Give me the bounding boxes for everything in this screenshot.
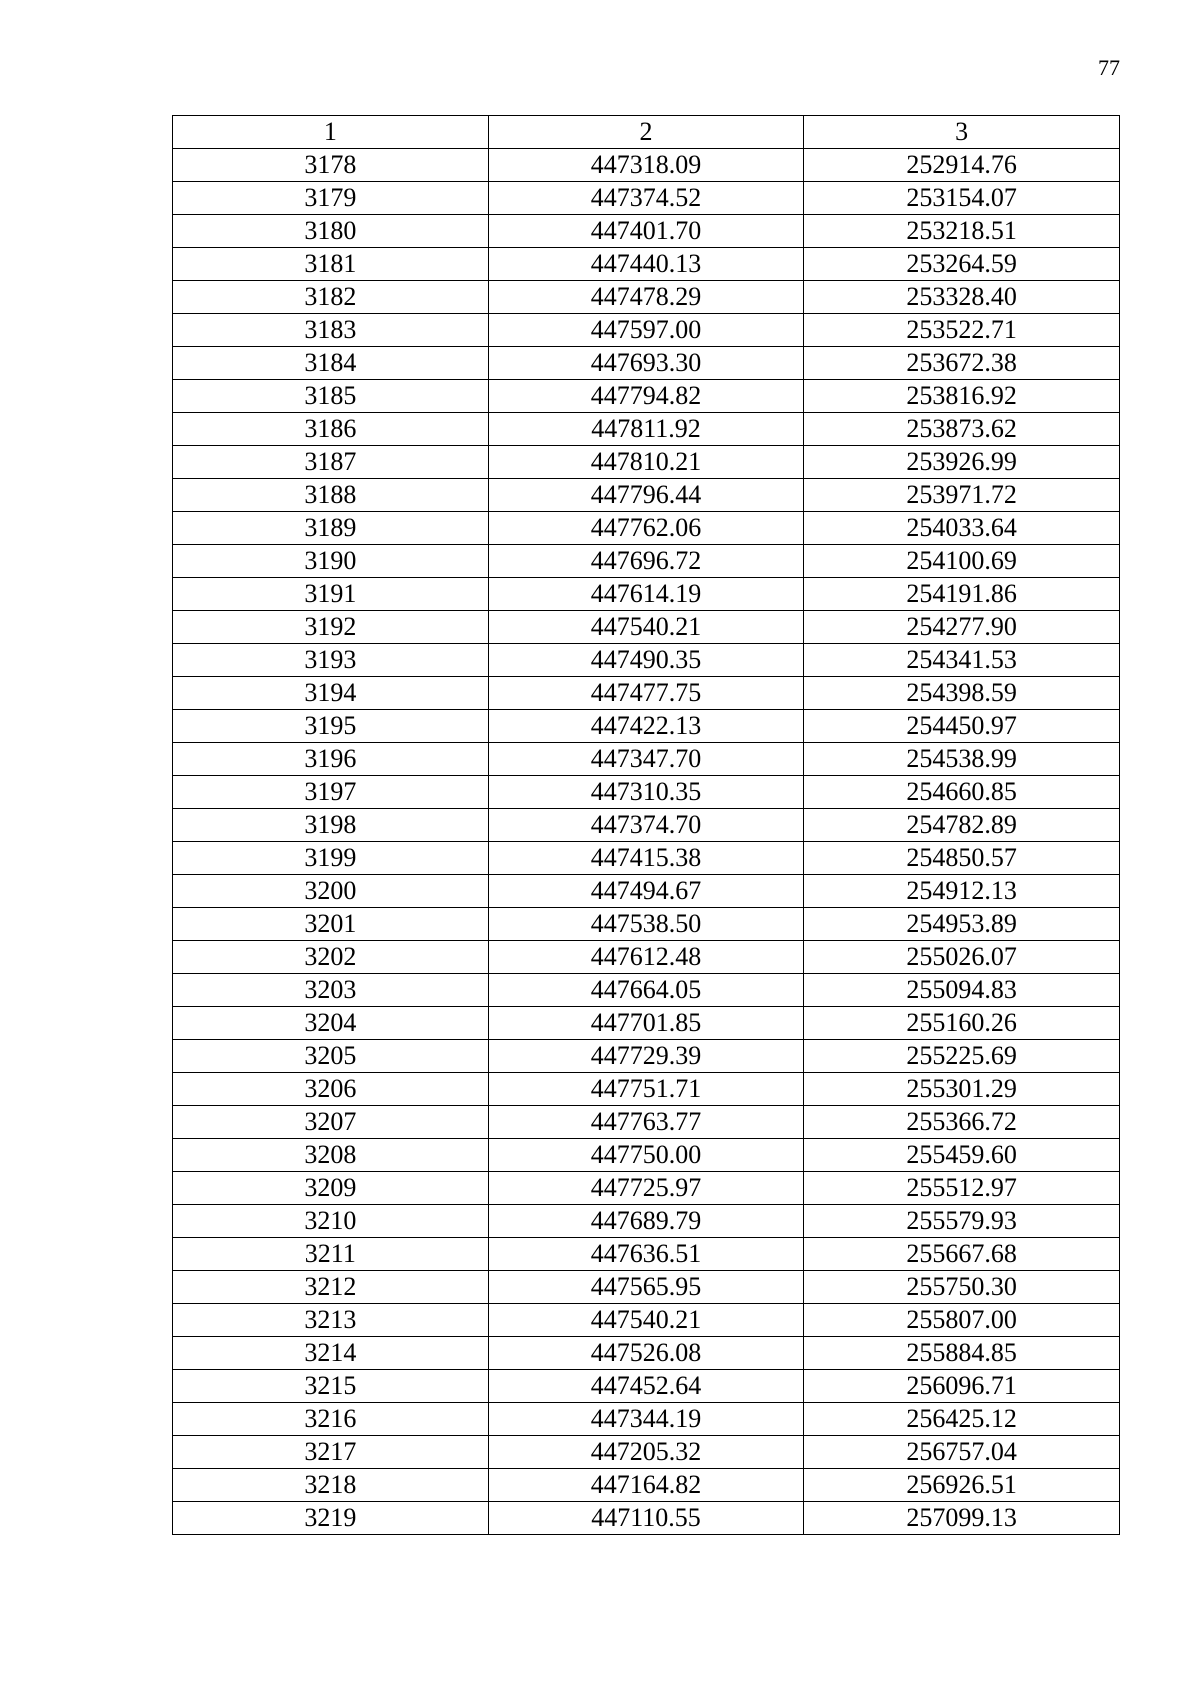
point-number-cell: 3192 [173,611,489,644]
x-coordinate-cell: 447612.48 [488,941,804,974]
point-number-cell: 3194 [173,677,489,710]
x-coordinate-cell: 447750.00 [488,1139,804,1172]
point-number-cell: 3213 [173,1304,489,1337]
point-number-cell: 3193 [173,644,489,677]
y-coordinate-cell: 255667.68 [804,1238,1120,1271]
y-coordinate-cell: 254341.53 [804,644,1120,677]
x-coordinate-cell: 447540.21 [488,611,804,644]
x-coordinate-cell: 447696.72 [488,545,804,578]
y-coordinate-cell: 255807.00 [804,1304,1120,1337]
point-number-cell: 3202 [173,941,489,974]
x-coordinate-cell: 447347.70 [488,743,804,776]
point-number-cell: 3209 [173,1172,489,1205]
point-number-cell: 3199 [173,842,489,875]
y-coordinate-cell: 253264.59 [804,248,1120,281]
point-number-cell: 3212 [173,1271,489,1304]
table-row [173,908,1120,941]
point-number-cell: 3185 [173,380,489,413]
y-coordinate-cell: 256926.51 [804,1469,1120,1502]
table-row [173,512,1120,545]
point-number-cell: 3207 [173,1106,489,1139]
x-coordinate-cell: 447729.39 [488,1040,804,1073]
y-coordinate-cell: 253522.71 [804,314,1120,347]
table-row [173,974,1120,1007]
table-row [173,545,1120,578]
table-row [173,149,1120,182]
x-coordinate-cell: 447636.51 [488,1238,804,1271]
x-coordinate-cell: 447614.19 [488,578,804,611]
table-row [173,875,1120,908]
y-coordinate-cell: 254191.86 [804,578,1120,611]
y-coordinate-cell: 255884.85 [804,1337,1120,1370]
table-row [173,1271,1120,1304]
x-coordinate-cell: 447693.30 [488,347,804,380]
y-coordinate-cell: 254953.89 [804,908,1120,941]
table-row [173,215,1120,248]
y-coordinate-cell: 254450.97 [804,710,1120,743]
table-header-row [173,116,1120,149]
x-coordinate-cell: 447110.55 [488,1502,804,1535]
x-coordinate-cell: 447452.64 [488,1370,804,1403]
x-coordinate-cell: 447810.21 [488,446,804,479]
point-number-cell: 3203 [173,974,489,1007]
y-coordinate-cell: 254100.69 [804,545,1120,578]
point-number-cell: 3210 [173,1205,489,1238]
x-coordinate-cell: 447597.00 [488,314,804,347]
x-coordinate-cell: 447164.82 [488,1469,804,1502]
column-header: 2 [488,116,804,149]
table-row [173,479,1120,512]
table-row [173,1337,1120,1370]
x-coordinate-cell: 447415.38 [488,842,804,875]
table-row [173,248,1120,281]
y-coordinate-cell: 253816.92 [804,380,1120,413]
y-coordinate-cell: 255301.29 [804,1073,1120,1106]
x-coordinate-cell: 447490.35 [488,644,804,677]
x-coordinate-cell: 447477.75 [488,677,804,710]
table-row [173,281,1120,314]
table-row [173,842,1120,875]
table-row [173,1304,1120,1337]
point-number-cell: 3189 [173,512,489,545]
y-coordinate-cell: 256425.12 [804,1403,1120,1436]
table-row [173,182,1120,215]
y-coordinate-cell: 253154.07 [804,182,1120,215]
table-row [173,1139,1120,1172]
x-coordinate-cell: 447374.52 [488,182,804,215]
y-coordinate-cell: 255512.97 [804,1172,1120,1205]
y-coordinate-cell: 254660.85 [804,776,1120,809]
x-coordinate-cell: 447763.77 [488,1106,804,1139]
point-number-cell: 3197 [173,776,489,809]
x-coordinate-cell: 447422.13 [488,710,804,743]
point-number-cell: 3183 [173,314,489,347]
y-coordinate-cell: 255366.72 [804,1106,1120,1139]
point-number-cell: 3215 [173,1370,489,1403]
table-row [173,1073,1120,1106]
x-coordinate-cell: 447526.08 [488,1337,804,1370]
y-coordinate-cell: 254538.99 [804,743,1120,776]
point-number-cell: 3190 [173,545,489,578]
y-coordinate-cell: 253873.62 [804,413,1120,446]
table-row [173,776,1120,809]
x-coordinate-cell: 447540.21 [488,1304,804,1337]
point-number-cell: 3182 [173,281,489,314]
point-number-cell: 3191 [173,578,489,611]
point-number-cell: 3204 [173,1007,489,1040]
point-number-cell: 3206 [173,1073,489,1106]
point-number-cell: 3218 [173,1469,489,1502]
table-row [173,1370,1120,1403]
point-number-cell: 3188 [173,479,489,512]
table-row [173,1238,1120,1271]
x-coordinate-cell: 447565.95 [488,1271,804,1304]
table-row [173,677,1120,710]
table-header [173,116,1120,149]
table-row [173,446,1120,479]
table-row [173,1106,1120,1139]
point-number-cell: 3214 [173,1337,489,1370]
point-number-cell: 3208 [173,1139,489,1172]
x-coordinate-cell: 447751.71 [488,1073,804,1106]
x-coordinate-cell: 447762.06 [488,512,804,545]
x-coordinate-cell: 447538.50 [488,908,804,941]
table-row [173,1205,1120,1238]
table-row [173,1502,1120,1535]
y-coordinate-cell: 255094.83 [804,974,1120,1007]
table-row [173,380,1120,413]
x-coordinate-cell: 447494.67 [488,875,804,908]
y-coordinate-cell: 254850.57 [804,842,1120,875]
table-row [173,809,1120,842]
point-number-cell: 3196 [173,743,489,776]
y-coordinate-cell: 252914.76 [804,149,1120,182]
column-header: 3 [804,116,1120,149]
x-coordinate-cell: 447796.44 [488,479,804,512]
point-number-cell: 3186 [173,413,489,446]
point-number-cell: 3195 [173,710,489,743]
y-coordinate-cell: 253328.40 [804,281,1120,314]
y-coordinate-cell: 253672.38 [804,347,1120,380]
y-coordinate-cell: 254033.64 [804,512,1120,545]
point-number-cell: 3205 [173,1040,489,1073]
point-number-cell: 3217 [173,1436,489,1469]
y-coordinate-cell: 255459.60 [804,1139,1120,1172]
x-coordinate-cell: 447440.13 [488,248,804,281]
table-row [173,1172,1120,1205]
y-coordinate-cell: 254277.90 [804,611,1120,644]
x-coordinate-cell: 447689.79 [488,1205,804,1238]
column-header: 1 [173,116,489,149]
x-coordinate-cell: 447401.70 [488,215,804,248]
y-coordinate-cell: 255160.26 [804,1007,1120,1040]
table-row [173,710,1120,743]
table-body [173,149,1120,1535]
x-coordinate-cell: 447478.29 [488,281,804,314]
point-number-cell: 3184 [173,347,489,380]
table-row [173,1403,1120,1436]
y-coordinate-cell: 255579.93 [804,1205,1120,1238]
x-coordinate-cell: 447374.70 [488,809,804,842]
x-coordinate-cell: 447664.05 [488,974,804,1007]
y-coordinate-cell: 255026.07 [804,941,1120,974]
point-number-cell: 3180 [173,215,489,248]
point-number-cell: 3187 [173,446,489,479]
table-row [173,1469,1120,1502]
table-row [173,314,1120,347]
y-coordinate-cell: 253218.51 [804,215,1120,248]
y-coordinate-cell: 254398.59 [804,677,1120,710]
table-row [173,941,1120,974]
point-number-cell: 3219 [173,1502,489,1535]
y-coordinate-cell: 254912.13 [804,875,1120,908]
table-row [173,644,1120,677]
y-coordinate-cell: 256757.04 [804,1436,1120,1469]
x-coordinate-cell: 447794.82 [488,380,804,413]
y-coordinate-cell: 253971.72 [804,479,1120,512]
table-row [173,1040,1120,1073]
y-coordinate-cell: 254782.89 [804,809,1120,842]
y-coordinate-cell: 255750.30 [804,1271,1120,1304]
point-number-cell: 3198 [173,809,489,842]
table-row [173,578,1120,611]
x-coordinate-cell: 447811.92 [488,413,804,446]
x-coordinate-cell: 447310.35 [488,776,804,809]
x-coordinate-cell: 447725.97 [488,1172,804,1205]
coordinates-table [172,115,1120,1535]
table-row [173,743,1120,776]
y-coordinate-cell: 257099.13 [804,1502,1120,1535]
table-row [173,1007,1120,1040]
point-number-cell: 3178 [173,149,489,182]
table-row [173,347,1120,380]
page-number: 77 [1098,55,1120,80]
x-coordinate-cell: 447344.19 [488,1403,804,1436]
point-number-cell: 3200 [173,875,489,908]
y-coordinate-cell: 253926.99 [804,446,1120,479]
table-row [173,611,1120,644]
point-number-cell: 3216 [173,1403,489,1436]
point-number-cell: 3201 [173,908,489,941]
x-coordinate-cell: 447318.09 [488,149,804,182]
table-row [173,1436,1120,1469]
x-coordinate-cell: 447205.32 [488,1436,804,1469]
point-number-cell: 3181 [173,248,489,281]
table-row [173,413,1120,446]
y-coordinate-cell: 255225.69 [804,1040,1120,1073]
point-number-cell: 3211 [173,1238,489,1271]
x-coordinate-cell: 447701.85 [488,1007,804,1040]
point-number-cell: 3179 [173,182,489,215]
y-coordinate-cell: 256096.71 [804,1370,1120,1403]
